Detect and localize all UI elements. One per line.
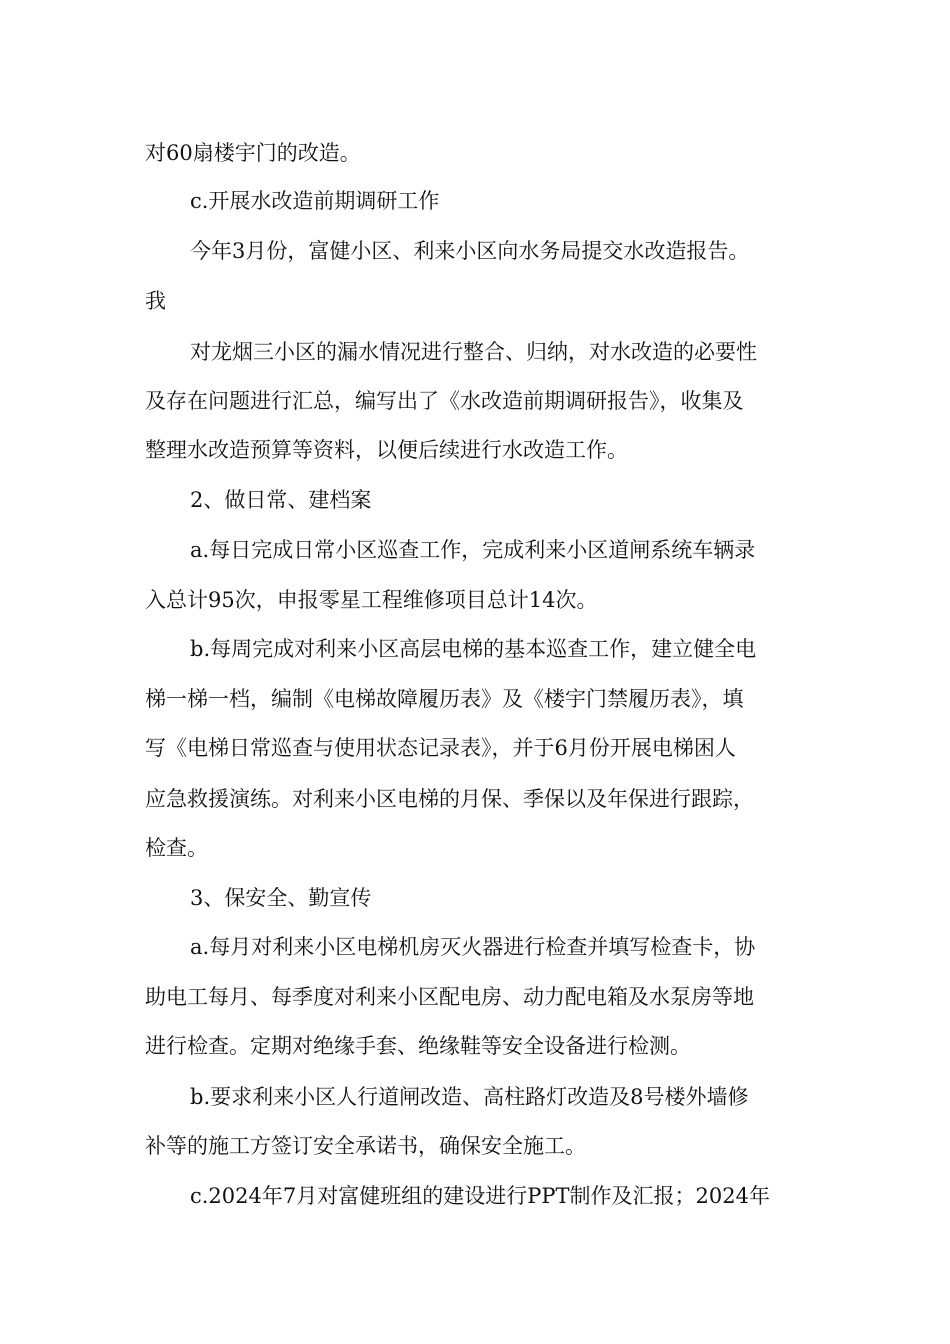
body-text-line: 对龙烟三小区的漏水情况进行整合、归纳，对水改造的必要性 — [190, 340, 757, 364]
body-text-line: 及存在问题进行汇总，编写出了《水改造前期调研报告》，收集及 — [145, 389, 744, 413]
body-text-line: 我 — [145, 289, 166, 313]
body-text-line: 补等的施工方签订安全承诺书，确保安全施工。 — [145, 1134, 586, 1158]
body-text-line: c.2024年7月对富健班组的建设进行PPT制作及汇报；2024年 — [190, 1184, 770, 1208]
body-text-line: 入总计95次，申报零星工程维修项目总计14次。 — [145, 588, 598, 612]
body-text-line: 梯一梯一档，编制《电梯故障履历表》及《楼宇门禁履历表》，填 — [145, 687, 744, 711]
subheading-line: c.开展水改造前期调研工作 — [190, 189, 440, 213]
body-text-line: a.每日完成日常小区巡查工作，完成利来小区道闸系统车辆录 — [190, 538, 756, 562]
body-text-line: 助电工每月、每季度对利来小区配电房、动力配电箱及水泵房等地 — [145, 985, 754, 1009]
section-heading: 2、做日常、建档案 — [190, 488, 372, 512]
body-text-line: 写《电梯日常巡查与使用状态记录表》，并于6月份开展电梯困人 — [145, 736, 736, 760]
body-text-line: 今年3月份，富健小区、利来小区向水务局提交水改造报告。 — [190, 239, 750, 263]
body-text-line: b.要求利来小区人行道闸改造、高柱路灯改造及8号楼外墙修 — [190, 1085, 749, 1109]
section-heading: 3、保安全、勤宣传 — [190, 886, 372, 910]
body-text-line: a.每月对利来小区电梯机房灭火器进行检查并填写检查卡，协 — [190, 935, 756, 959]
body-text-line: b.每周完成对利来小区高层电梯的基本巡查工作，建立健全电 — [190, 637, 757, 661]
body-text-line: 对60扇楼宇门的改造。 — [145, 141, 361, 165]
body-text-line: 应急救援演练。对利来小区电梯的月保、季保以及年保进行跟踪， — [145, 787, 754, 811]
body-text-line: 整理水改造预算等资料，以便后续进行水改造工作。 — [145, 438, 628, 462]
body-text-line: 进行检查。定期对绝缘手套、绝缘鞋等安全设备进行检测。 — [145, 1034, 691, 1058]
body-text-line: 检查。 — [145, 836, 208, 860]
